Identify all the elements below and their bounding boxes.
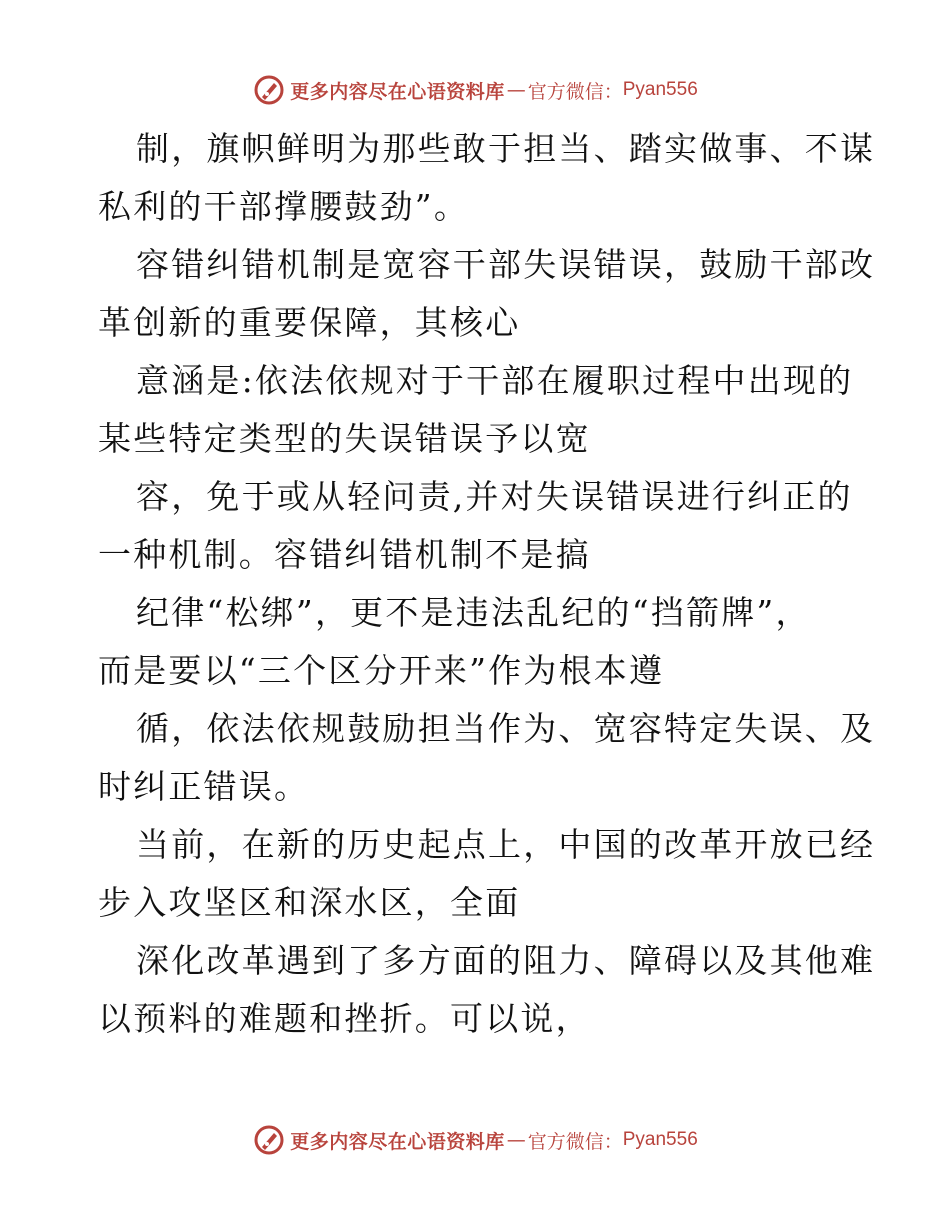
body-line: 而是要以“三个区分开来”作为根本遵 (98, 651, 665, 690)
body-line: 以预料的难题和挫折。可以说， (98, 999, 591, 1038)
body-line: 革创新的重要保障，其核心 (98, 303, 521, 342)
body-line: 容，免于或从轻问责,并对失误错误进行纠正的 (136, 477, 853, 516)
body-line: 制，旗帜鲜明为那些敢于担当、踏实做事、不谋 (136, 129, 876, 168)
body-line: 私利的干部撑腰鼓劲”。 (98, 187, 470, 226)
body-line: 步入攻坚区和深水区，全面 (98, 883, 521, 922)
footer-separator: — (506, 1129, 526, 1151)
footer-wechat-label: 官方微信： (527, 1130, 623, 1153)
body-line: 纪律“松绑”，更不是违法乱纪的“挡箭牌”， (136, 593, 811, 632)
header-wechat-id: Pyan556 (622, 79, 698, 100)
header-brand: 更多内容尽在心语资料库 (290, 80, 505, 103)
body-line: 某些特定类型的失误错误予以宽 (98, 419, 591, 458)
footer-brand: 更多内容尽在心语资料库 (290, 1130, 505, 1153)
body-line: 当前，在新的历史起点上，中国的改革开放已经 (136, 825, 876, 864)
footer-banner (0, 1120, 950, 1160)
body-line: 意涵是:依法依规对于干部在履职过程中出现的 (136, 361, 854, 400)
body-line: 时纠正错误。 (98, 767, 310, 806)
document-body (98, 120, 876, 1048)
header-wechat-label: 官方微信： (527, 80, 623, 103)
pen-nib-logo-icon (252, 1123, 286, 1157)
body-line: 容错纠错机制是宽容干部失误错误，鼓励干部改 (136, 245, 876, 284)
footer-wechat-id: Pyan556 (622, 1129, 698, 1150)
body-line: 深化改革遇到了多方面的阻力、障碍以及其他难 (136, 941, 876, 980)
body-line: 一种机制。容错纠错机制不是搞 (98, 535, 591, 574)
body-line: 循，依法依规鼓励担当作为、宽容特定失误、及 (136, 709, 876, 748)
pen-nib-logo-icon (252, 73, 286, 107)
header-separator: — (506, 79, 526, 101)
header-banner (0, 70, 950, 110)
